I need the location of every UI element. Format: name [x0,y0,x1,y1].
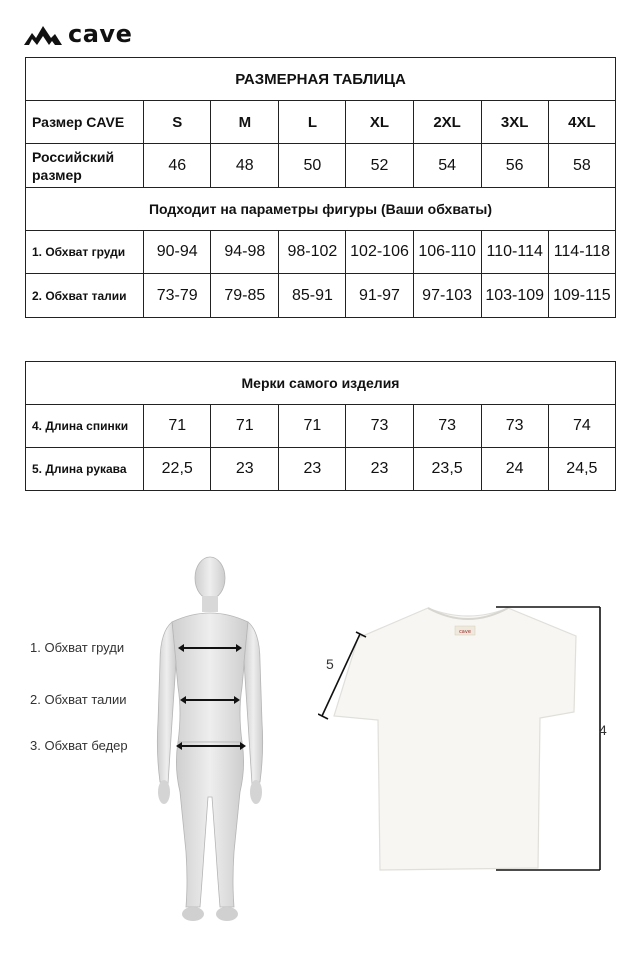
brand-logo [24,20,132,48]
mannequin-figure [150,552,270,927]
waist-cell: 97-103 [413,274,481,318]
sleeve-length-cell: 23 [279,448,346,491]
body-measurements-subtitle: Подходит на параметры фигуры (Ваши обхваты) [26,188,616,231]
sleeve-length-cell: 23 [346,448,413,491]
russian-size-cell: 46 [144,144,211,188]
sleeve-length-row [26,448,616,491]
length-mark-label: 4 [599,722,607,738]
chest-cell: 94-98 [211,231,279,274]
back-length-cell: 71 [211,405,279,448]
sleeve-length-label: 5. Длина рукава [26,448,144,491]
tshirt-tag: cave [459,629,471,635]
legend-chest: 1. Обхват груди [30,640,125,655]
back-length-label: 4. Длина спинки [26,405,144,448]
russian-size-label: Российский размер [26,144,144,188]
waist-cell: 79-85 [211,274,279,318]
chest-cell: 98-102 [279,231,346,274]
back-length-cell: 74 [548,405,615,448]
russian-size-cell: 56 [481,144,548,188]
size-chart-title: РАЗМЕРНАЯ ТАБЛИЦА [26,58,616,101]
back-length-cell: 73 [413,405,481,448]
back-length-cell: 73 [346,405,413,448]
back-length-cell: 71 [279,405,346,448]
mountain-logo-icon [24,23,62,45]
sleeve-mark-label: 5 [326,656,334,672]
size-row-label: Размер CAVE [26,101,144,144]
sleeve-length-cell: 23 [211,448,279,491]
russian-size-cell: 50 [279,144,346,188]
sleeve-length-cell: 24 [481,448,548,491]
legend-waist: 2. Обхват талии [30,692,127,707]
waist-row-label: 2. Обхват талии [26,274,144,318]
chest-row-label: 1. Обхват груди [26,231,144,274]
chest-row [26,231,616,274]
size-cell: XL [346,101,413,144]
waist-cell: 73-79 [144,274,211,318]
garment-measurements-table [25,361,616,491]
russian-size-cell: 58 [548,144,615,188]
chest-cell: 106-110 [413,231,481,274]
size-cell: L [279,101,346,144]
legend-hips: 3. Обхват бедер [30,738,128,753]
chest-cell: 110-114 [481,231,548,274]
size-chart-table [25,57,616,318]
back-length-cell: 73 [481,405,548,448]
size-cell: 4XL [548,101,615,144]
sleeve-length-cell: 23,5 [413,448,481,491]
garment-measurements-title: Мерки самого изделия [26,362,616,405]
russian-size-row [26,144,616,188]
size-cell: S [144,101,211,144]
sleeve-length-cell: 24,5 [548,448,615,491]
russian-size-cell: 48 [211,144,279,188]
waist-cell: 91-97 [346,274,413,318]
brand-name: cave [68,20,133,48]
waist-cell: 85-91 [279,274,346,318]
chest-cell: 114-118 [548,231,615,274]
waist-cell: 109-115 [548,274,615,318]
waist-cell: 103-109 [481,274,548,318]
back-length-row [26,405,616,448]
chest-cell: 90-94 [144,231,211,274]
size-row [26,101,616,144]
russian-size-cell: 52 [346,144,413,188]
size-cell: 3XL [481,101,548,144]
size-cell: 2XL [413,101,481,144]
size-cell: M [211,101,279,144]
tshirt-diagram [318,600,618,880]
russian-size-cell: 54 [413,144,481,188]
waist-row [26,274,616,318]
back-length-cell: 71 [144,405,211,448]
chest-cell: 102-106 [346,231,413,274]
sleeve-length-cell: 22,5 [144,448,211,491]
